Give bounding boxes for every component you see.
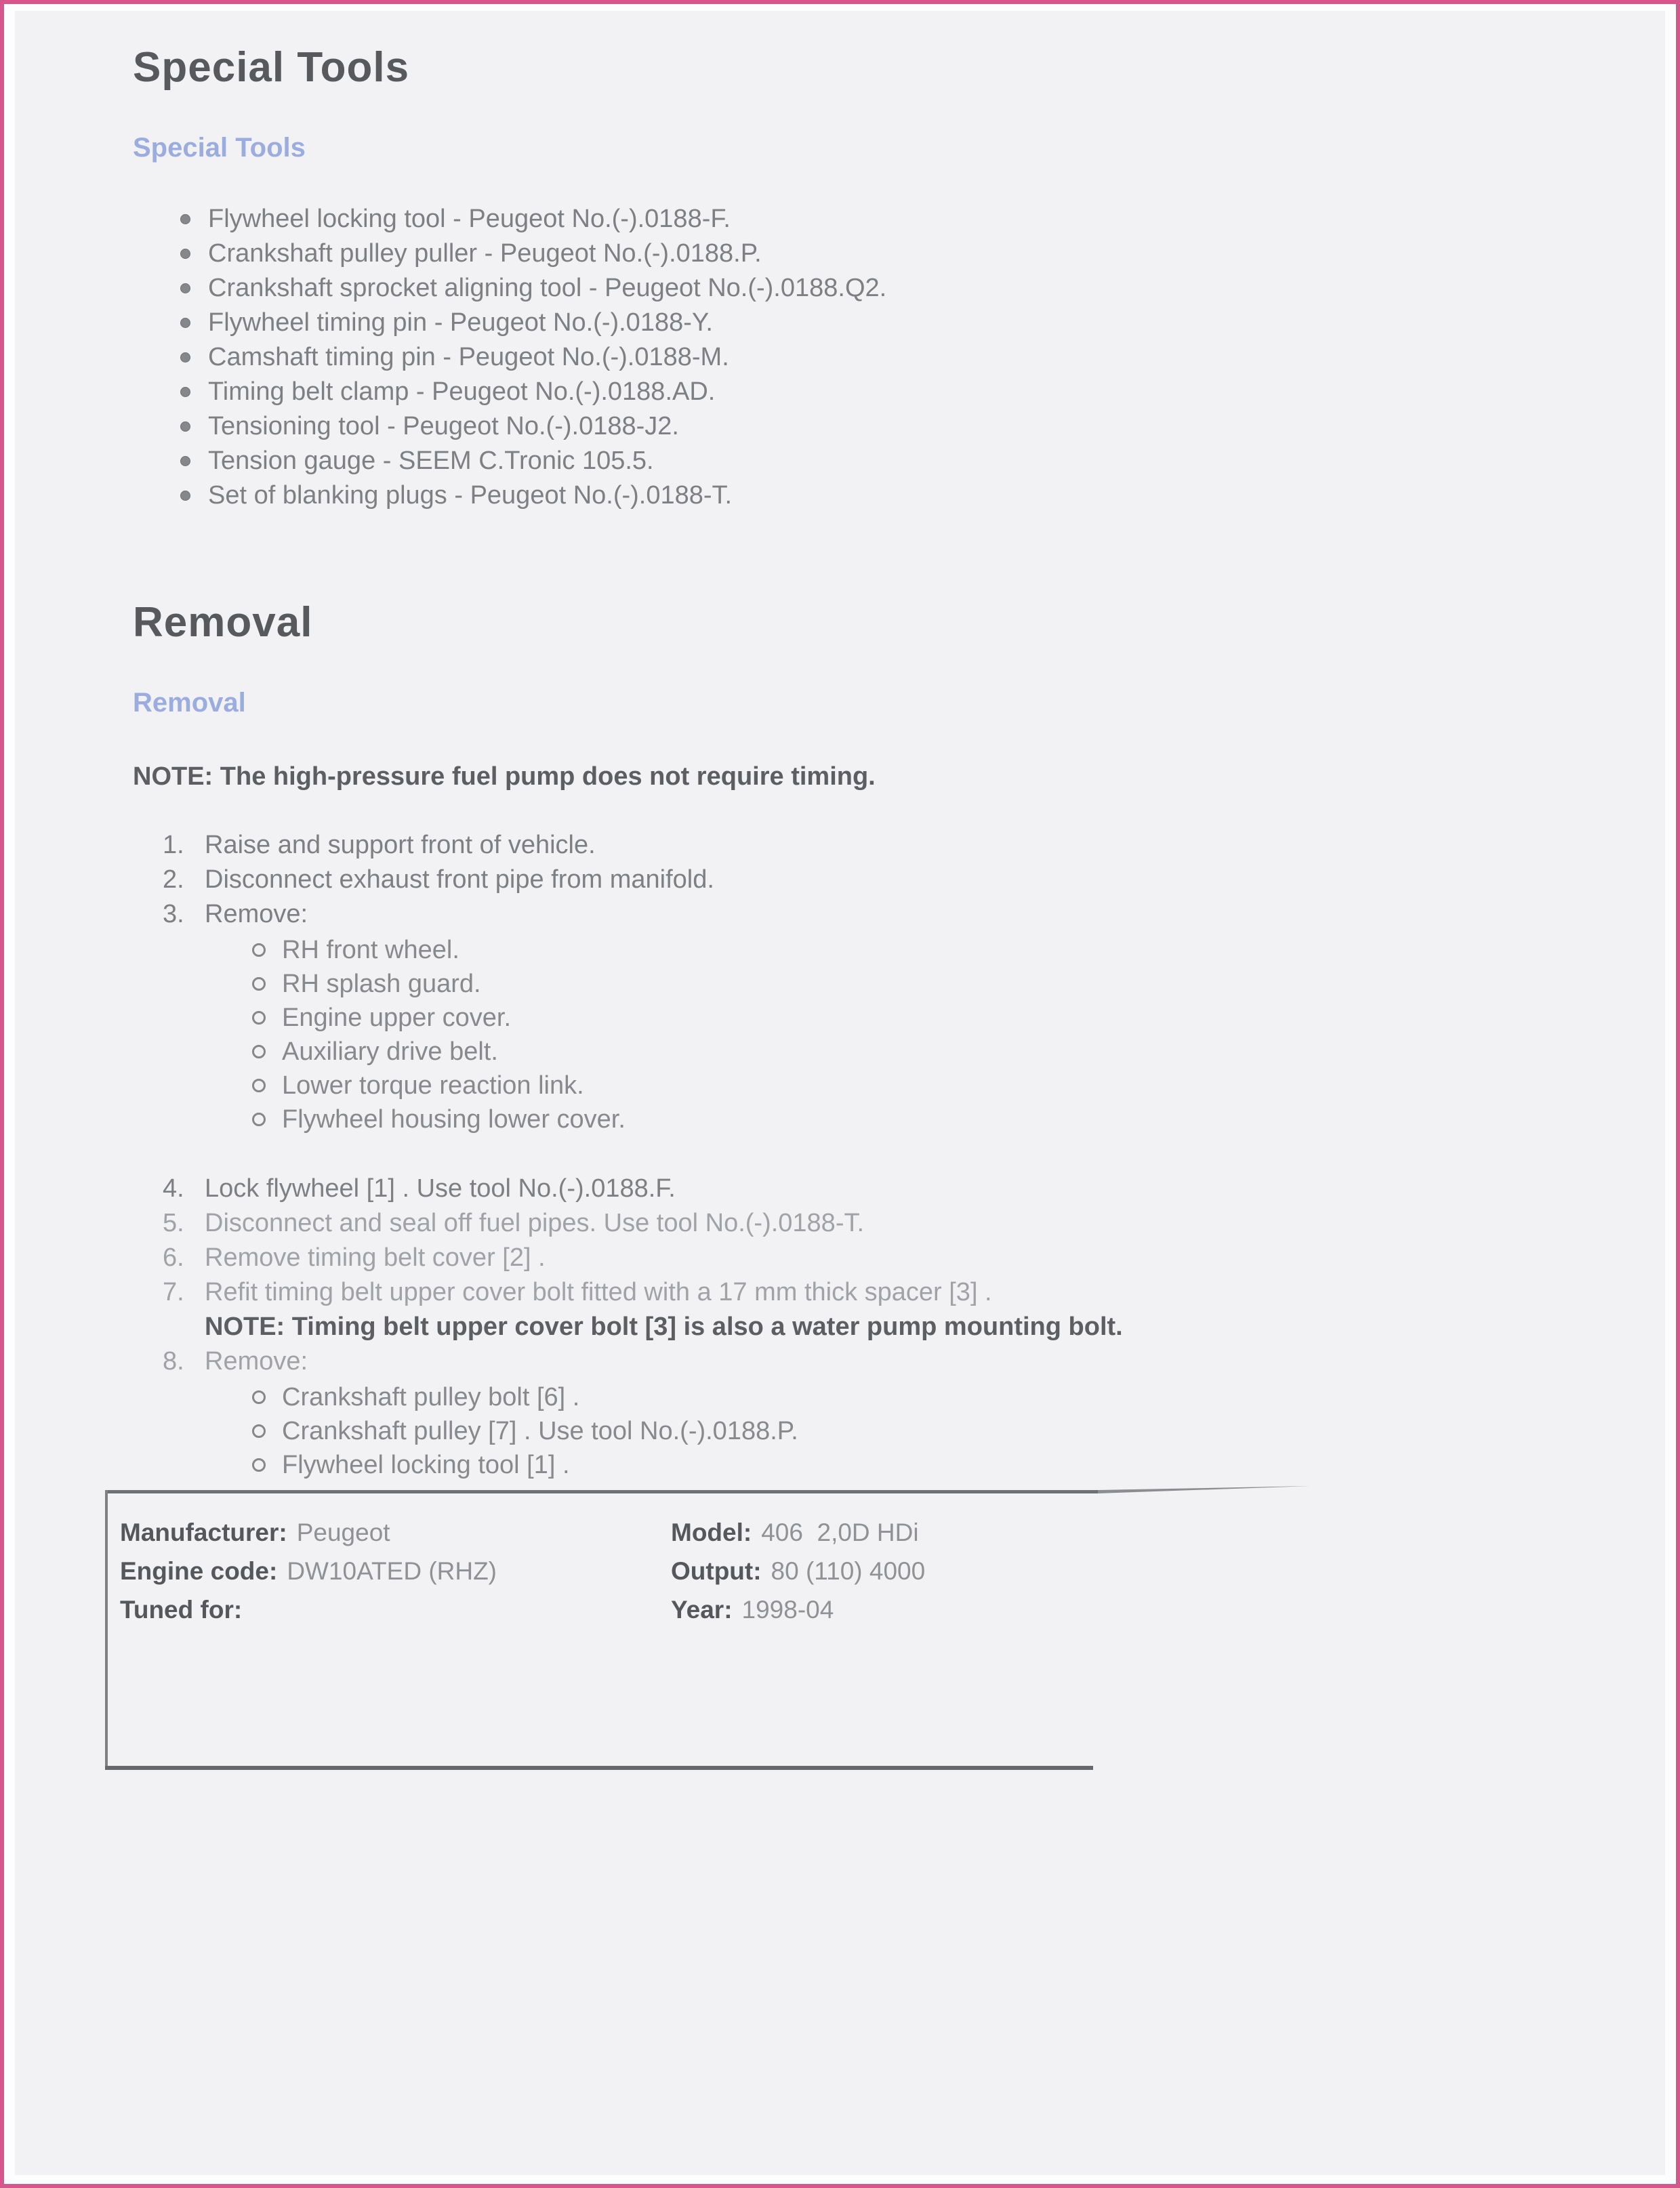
bullet-icon [180,318,190,328]
sub-list-item [252,1102,1584,1136]
step-text: Disconnect exhaust front pipe from manifold. [205,865,714,894]
year-value: 1998-04 [741,1595,834,1624]
step-item [163,1172,1584,1206]
section-title-special-tools: Special Tools [133,44,410,91]
step-text: Refit timing belt upper cover bolt fitted with a 17 mm thick spacer [3] . [205,1278,992,1307]
list-item-text: Crankshaft pulley puller - Peugeot No.(-).0188.P. [208,239,762,268]
manufacturer-value: Peugeot [296,1518,390,1546]
subsection-title-special-tools: Special Tools [133,133,306,163]
sub-list-item-text: Auxiliary drive belt. [282,1037,498,1066]
manufacturer-label: Manufacturer: [120,1518,287,1546]
sub-list-item-text: RH splash guard. [282,969,481,998]
list-item-text: Camshaft timing pin - Peugeot No.(-).0188-M. [208,343,729,372]
document-page [15,11,1665,2175]
model-field [671,1513,1318,1552]
list-item [180,409,1584,444]
model-label: Model: [671,1518,752,1546]
sub-list-item-text: Flywheel housing lower cover. [282,1105,626,1134]
bullet-icon [180,283,190,293]
sub-list-item-text: Engine upper cover. [282,1003,512,1032]
bullet-icon [180,352,190,363]
bullet-icon [180,249,190,259]
list-item-text: Set of blanking plugs - Peugeot No.(-).0188-T. [208,481,733,510]
sub-list-item [252,1414,1584,1448]
sub-list-item-text: RH front wheel. [282,935,459,964]
step-text: Remove: [205,1347,308,1376]
step-number: 3. [163,900,184,929]
list-item [180,478,1584,513]
step-note-text: NOTE: Timing belt upper cover bolt [3] is also a water pump mounting bolt. [205,1313,1123,1342]
step-item [163,897,1584,1136]
bullet-icon [180,214,190,224]
step-item [163,1344,1584,1482]
circle-bullet-icon [252,1011,266,1025]
sub-list-item [252,1069,1584,1102]
engine-code-label: Engine code: [120,1556,278,1585]
engine-code-field [120,1552,671,1590]
year-field [671,1590,1318,1629]
sub-list-item [252,1001,1584,1035]
sub-list-item [252,1035,1584,1069]
step-item [163,1241,1584,1275]
bullet-icon [180,421,190,432]
step-number: 6. [163,1243,184,1273]
output-value: 80 (110) 4000 [771,1556,926,1585]
list-item [180,340,1584,375]
sub-list-item-text: Lower torque reaction link. [282,1071,584,1100]
output-label: Output: [671,1556,762,1585]
engine-code-value: DW10ATED (RHZ) [287,1556,497,1585]
circle-bullet-icon [252,1458,266,1472]
circle-bullet-icon [252,1045,266,1058]
sub-list-item [252,933,1584,967]
step-number: 2. [163,865,184,894]
page-content [15,11,1665,1776]
step-text: Lock flywheel [1] . Use tool No.(-).0188.F. [205,1174,676,1203]
section-title-removal: Removal [133,599,313,646]
step-number: 4. [163,1174,184,1203]
bullet-icon [180,491,190,501]
bullet-icon [180,456,190,466]
step-number: 8. [163,1347,184,1376]
circle-bullet-icon [252,1113,266,1126]
remove-sub-list [252,1380,1584,1482]
sub-list-item [252,967,1584,1001]
vehicle-info-box [105,1486,1318,1776]
step-text: Raise and support front of vehicle. [205,831,596,860]
step-item [163,863,1584,897]
step-text: Disconnect and seal off fuel pipes. Use tool No.(-).0188-T. [205,1209,865,1238]
step-number: 1. [163,831,184,860]
circle-bullet-icon [252,977,266,991]
sub-list-item [252,1380,1584,1414]
sub-list-item-text: Crankshaft pulley [7] . Use tool No.(-).0188.P. [282,1416,798,1445]
model-value: 406 2,0D HDi [761,1518,919,1546]
step-number: 7. [163,1278,184,1307]
circle-bullet-icon [252,1424,266,1438]
output-field [671,1552,1318,1590]
step-item [163,1275,1584,1344]
sub-list-item-text: Crankshaft pulley bolt [6] . [282,1382,580,1411]
step-number: 5. [163,1209,184,1238]
circle-bullet-icon [252,1390,266,1404]
special-tools-list [133,202,1584,513]
list-item [180,306,1584,340]
bullet-icon [180,387,190,397]
tuned-for-label: Tuned for: [120,1595,243,1624]
list-item-text: Flywheel locking tool - Peugeot No.(-).0188-F. [208,205,731,234]
remove-sub-list [252,933,1584,1136]
list-item-text: Tensioning tool - Peugeot No.(-).0188-J2. [208,412,679,441]
list-item-text: Flywheel timing pin - Peugeot No.(-).0188-Y. [208,308,713,337]
circle-bullet-icon [252,1079,266,1092]
manufacturer-field [120,1513,671,1552]
subsection-title-removal: Removal [133,688,246,718]
step-item [163,1206,1584,1241]
sub-list-item-text: Flywheel locking tool [1] . [282,1450,570,1479]
step-text: Remove timing belt cover [2] . [205,1243,546,1273]
step-item [163,828,1584,863]
note-text: NOTE: The high-pressure fuel pump does not require timing. [133,762,876,791]
sub-list-item [252,1448,1584,1482]
list-item [180,271,1584,306]
list-item [180,202,1584,236]
step-text: Remove: [205,900,308,929]
list-item [180,236,1584,271]
year-label: Year: [671,1595,733,1624]
list-item-text: Timing belt clamp - Peugeot No.(-).0188.AD. [208,377,716,407]
list-item [180,375,1584,409]
list-item-text: Crankshaft sprocket aligning tool - Peugeot No.(-).0188.Q2. [208,274,887,303]
tuned-for-field [120,1590,671,1629]
vehicle-info-grid [120,1513,1318,1629]
removal-steps-list [133,828,1584,1482]
list-item-text: Tension gauge - SEEM C.Tronic 105.5. [208,447,654,476]
list-item [180,444,1584,478]
circle-bullet-icon [252,943,266,957]
